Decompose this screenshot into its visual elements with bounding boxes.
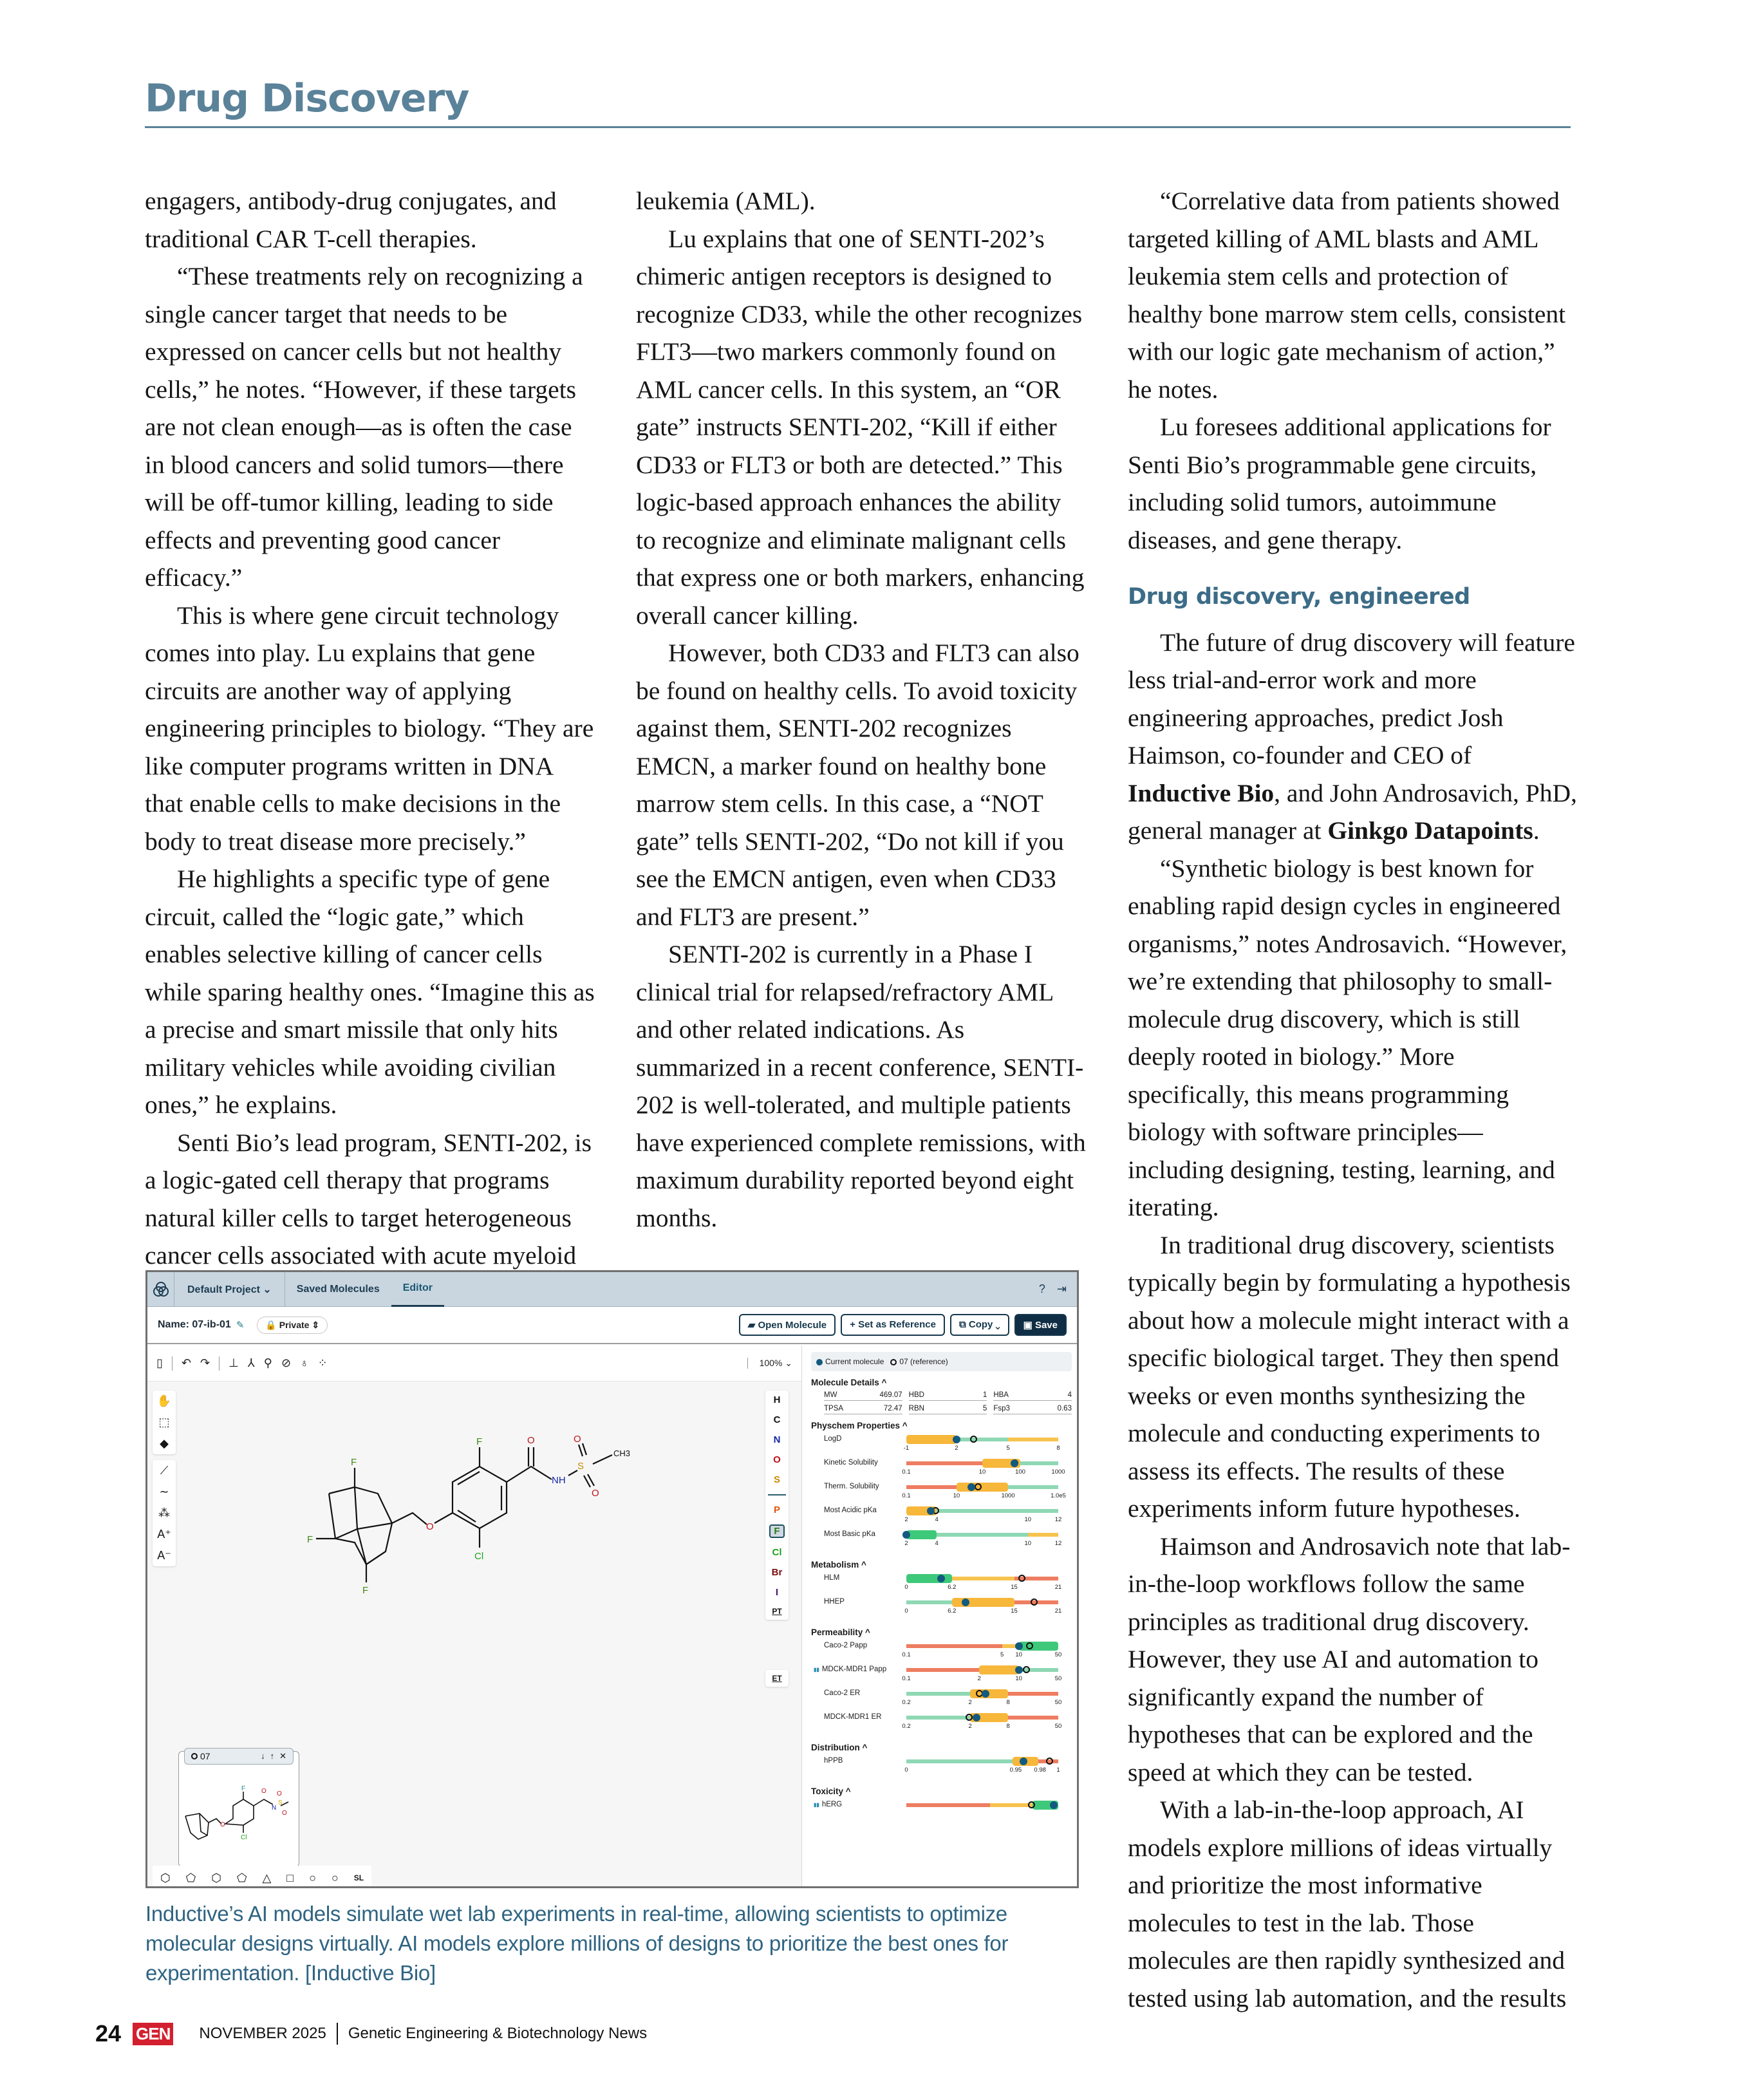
property-range-slider: -1 2 5 8 [906, 1434, 1058, 1454]
bond-icon[interactable]: ⟋ [160, 1464, 169, 1477]
palette-divider [768, 1494, 786, 1495]
section-title: Drug Discovery [145, 76, 469, 121]
current-marker [927, 1507, 935, 1515]
property-row: hPPB 0 0.95 0.98 1 [811, 1756, 1072, 1780]
move-up-icon[interactable]: ↑ [270, 1751, 275, 1761]
property-range-slider [906, 1800, 1058, 1819]
property-row: ▮▮ MDCK-MDR1 Papp 0.1 2 10 50 [811, 1665, 1072, 1689]
page-footer [95, 2020, 647, 2047]
paragraph: The future of drug discovery will feature less trial-and-error work and more engineering approaches, predict Josh Haimson, co-founder and CEO of Inductive Bio, and John Androsavich, PhD, general manager at Ginkgo Datapoints. [1128, 628, 1577, 845]
current-molecule-dot-icon [816, 1359, 823, 1365]
svg-text:N: N [272, 1805, 277, 1812]
current-marker [1020, 1758, 1027, 1765]
current-marker [1050, 1801, 1058, 1809]
svg-text:O: O [282, 1810, 287, 1817]
close-icon[interactable]: ✕ [279, 1751, 286, 1761]
property-row: Kinetic Solubility 0.1 10 100 1000 [811, 1458, 1072, 1482]
property-range-slider: 0 0.95 0.98 1 [906, 1756, 1058, 1776]
paragraph: In traditional drug discovery, scientists typically begin by formulating a hypothesis about how a molecule might interact with a specific biological target. They then spend weeks or even months synthesizing the molecule and conducting experiments to assess its effects. The results of these experiments inform future hypotheses. [1128, 1230, 1571, 1523]
stereo-icon[interactable]: ⁘ [317, 1356, 328, 1369]
copy-button[interactable]: ⧉ Copy ⌄ [950, 1314, 1009, 1336]
rgroup-icon[interactable]: ⁂ [158, 1506, 170, 1519]
atom-label-cl: Cl [474, 1551, 484, 1562]
atom-button-i[interactable]: I [775, 1587, 779, 1598]
paragraph: “Synthetic biology is best known for enabling rapid design cycles in engineered organisms,” notes Androsavich. “However, we’re extending that philosophy to small-molecule drug discovery, which is still deeply rooted in biology.” More specifically, this means programming biology with software principles—including designing, testing, learning, and iterating. [1128, 854, 1567, 1221]
property-range-slider: 0 6.2 15 21 [906, 1597, 1058, 1617]
atom-button-f[interactable]: F [769, 1524, 784, 1538]
reference-ring-icon [191, 1753, 198, 1759]
property-range-slider: 2 4 10 12 [906, 1530, 1058, 1549]
reference-marker [1046, 1758, 1053, 1765]
company-inductive-bio: Inductive Bio [1128, 778, 1275, 807]
property-row: ▮▮ hERG [811, 1800, 1072, 1824]
property-range-slider: 2 4 10 12 [906, 1506, 1058, 1525]
group-toggle-permeability[interactable]: Permeability ^ [811, 1627, 870, 1637]
benzene-template-icon[interactable]: ⬡ [160, 1871, 171, 1884]
move-down-icon[interactable]: ↓ [261, 1751, 265, 1761]
svg-text:S: S [278, 1799, 283, 1806]
svg-text:O: O [220, 1821, 225, 1828]
app-logo-icon[interactable] [147, 1272, 174, 1307]
current-marker [902, 1531, 910, 1539]
detail-mw: MW 469.07 [824, 1391, 902, 1401]
reference-molecule-thumbnail [179, 1765, 299, 1855]
undo-icon[interactable]: ↶ [181, 1356, 191, 1369]
property-row: Most Acidic pKa 2 4 10 12 [811, 1506, 1072, 1530]
article-column-2 [636, 182, 1087, 1237]
check-icon[interactable]: ⊘ [281, 1356, 292, 1369]
reference-marker [966, 1714, 973, 1721]
tab-saved-molecules[interactable]: Saved Molecules [296, 1283, 380, 1295]
atom-label-f: F [351, 1457, 357, 1468]
atom-button-pt[interactable]: PT [772, 1607, 782, 1616]
atom-button-br[interactable]: Br [771, 1567, 783, 1578]
svg-text:F: F [476, 1436, 483, 1447]
detail-hbd: HBD 1 [909, 1391, 987, 1401]
reference-molecule-card[interactable] [178, 1751, 299, 1867]
save-button[interactable]: ▣ Save [1014, 1314, 1067, 1336]
svg-text:O: O [261, 1788, 266, 1795]
paragraph: Haimson and Androsavich note that lab-in-the-loop workflows follow the same principles as traditional drug discovery. However, they use AI and automation to significantly expand the number of hypotheses that can be explored and the speed at which they can be tested. [1128, 1532, 1571, 1786]
atom-label-s: S [577, 1461, 584, 1472]
redo-icon[interactable]: ↷ [200, 1356, 210, 1369]
detail-tpsa: TPSA 72.47 [824, 1405, 902, 1414]
clean-icon[interactable]: ⅄ [247, 1356, 255, 1369]
property-range-slider: 0.2 2 8 50 [906, 1712, 1058, 1732]
properties-panel [801, 1345, 1077, 1888]
property-row: Therm. Solubility 0.1 10 1000 1.0e5 [811, 1482, 1072, 1506]
property-range-slider: 0.1 2 10 50 [906, 1665, 1058, 1684]
atom-button-p[interactable]: P [773, 1505, 780, 1515]
editor-screenshot-figure [145, 1270, 1079, 1888]
chain-icon[interactable]: ∼ [159, 1485, 169, 1498]
atom-button-s[interactable]: S [773, 1474, 780, 1485]
paragraph: However, both CD33 and FLT3 can also be found on healthy cells. To avoid toxicity against them, SENTI-202 recognizes EMCN, a marker found on healthy bone marrow stem cells. In this case, a “NOT gate” tells SENTI-202, “Do not kill if you see the EMCN antigen, even when CD33 and FLT3 are present.” [636, 639, 1079, 931]
left-toolbar-draw [153, 1460, 176, 1566]
marker-legend: Current molecule 07 (reference) [811, 1352, 1072, 1371]
svg-text:O: O [277, 1790, 282, 1797]
cyclopentane-template-icon[interactable]: ⬠ [236, 1871, 247, 1884]
current-marker [1015, 1642, 1023, 1650]
current-marker [1015, 1666, 1023, 1674]
property-range-slider: 0 6.2 15 21 [906, 1573, 1058, 1593]
paragraph: leukemia (AML). [636, 187, 816, 215]
property-row: LogD -1 2 5 8 [811, 1434, 1072, 1458]
subheading: Drug discovery, engineered [1128, 584, 1470, 610]
atom-palette [765, 1391, 789, 1620]
cyclooctane-template-icon[interactable]: ○ [331, 1871, 339, 1884]
paragraph: This is where gene circuit technology comes into play. Lu explains that gene circuits are another way of applying engineering principles to biology. “They are like computer programs written in DNA that enable cells to make decisions in the body to treat disease more precisely.” [145, 601, 594, 856]
group-toggle-metabolism[interactable]: Metabolism ^ [811, 1560, 866, 1570]
svg-text:O: O [574, 1434, 581, 1445]
current-marker [1011, 1459, 1018, 1467]
group-toggle-physchem[interactable]: Physchem Properties ^ [811, 1421, 908, 1430]
ring-templates-toolbar [153, 1866, 371, 1888]
eraser-icon[interactable]: ◆ [160, 1437, 169, 1450]
reference-ring-icon [890, 1359, 897, 1365]
tab-editor[interactable]: Editor [391, 1272, 444, 1307]
publication-name: Genetic Engineering & Biotechnology News [348, 2025, 648, 2042]
group-toggle-distribution[interactable]: Distribution ^ [811, 1743, 868, 1752]
property-range-slider: 0.1 10 100 1000 [906, 1458, 1058, 1477]
aromatize-icon[interactable]: ⚲ [263, 1356, 272, 1369]
group-toggle-toxicity[interactable]: Toxicity ^ [811, 1786, 851, 1796]
detail-fsp3: Fsp3 0.63 [993, 1405, 1072, 1414]
reference-marker [970, 1436, 977, 1443]
gen-logo: GEN [133, 2023, 173, 2045]
property-row: Caco-2 ER 0.2 2 8 50 [811, 1689, 1072, 1712]
molecule-name-bar [147, 1307, 1077, 1344]
bar-chart-icon[interactable]: ▮▮ [814, 1667, 819, 1673]
charge-plus-icon[interactable]: A⁺ [157, 1528, 171, 1541]
paragraph: “These treatments rely on recognizing a single cancer target that needs to be expressed on cancer cells but not healthy cells,” he notes. “However, if these targets are not clean enough—as is often the case in blood cancers and solid tumors—there will be off-tumor killing, leading to side effects and preventing good cancer efficacy.” [145, 262, 583, 592]
open-molecule-button[interactable]: ▰ Open Molecule [739, 1314, 836, 1336]
paragraph: Lu foresees additional applications for Senti Bio’s programmable gene circuits, including solid tumors, autoimmune diseases, and gene therapy. [1128, 413, 1551, 554]
help-icon[interactable]: ? [1038, 1282, 1045, 1295]
app-topbar [147, 1272, 1077, 1307]
left-toolbar-select [153, 1391, 176, 1454]
atom-label-o: O [426, 1521, 434, 1532]
atom-button-o[interactable]: O [773, 1454, 781, 1465]
current-marker [982, 1690, 989, 1698]
detail-rbn: RBN 5 [909, 1405, 987, 1414]
property-row: HHEP 0 6.2 15 21 [811, 1597, 1072, 1621]
current-marker [962, 1598, 969, 1606]
charge-minus-icon[interactable]: A⁻ [157, 1549, 171, 1562]
reference-marker [1028, 1801, 1035, 1808]
section-rule [145, 126, 1571, 128]
cyclopropane-template-icon[interactable]: △ [262, 1871, 272, 1884]
svg-text:F: F [362, 1585, 369, 1596]
molecule-details-grid [811, 1391, 1072, 1414]
logout-icon[interactable]: ⇥ [1056, 1282, 1067, 1295]
cyclobutane-template-icon[interactable]: □ [286, 1871, 294, 1884]
hand-icon[interactable]: ✋ [156, 1394, 172, 1407]
structure-library-icon[interactable]: SL [353, 1873, 364, 1882]
extended-table-palette [765, 1670, 789, 1687]
company-ginkgo-datapoints: Ginkgo Datapoints [1327, 816, 1533, 845]
bar-chart-icon[interactable]: ▮▮ [814, 1802, 819, 1808]
property-row: MDCK-MDR1 ER 0.2 2 8 50 [811, 1712, 1072, 1736]
molecule-editor-canvas[interactable] [147, 1345, 801, 1888]
svg-text:O: O [527, 1435, 535, 1446]
current-marker [973, 1714, 980, 1721]
paragraph: With a lab-in-the-loop approach, AI models explore millions of ideas virtually and prioritize the most informative molecules to test in the lab. Those molecules are then rapidly synthesized and tested using lab automation, and the results [1128, 1795, 1567, 2012]
atom-button-c[interactable]: C [773, 1414, 781, 1425]
atom-button-h[interactable]: H [773, 1394, 781, 1405]
zoom-select[interactable]: 100% ⌄ [747, 1358, 792, 1369]
property-row: Caco-2 Papp 0.1 5 10 50 [811, 1641, 1072, 1665]
set-as-reference-button[interactable]: + Set as Reference [841, 1314, 945, 1336]
property-row: HLM 0 6.2 15 21 [811, 1573, 1072, 1597]
edit-name-icon[interactable]: ✎ [236, 1320, 245, 1331]
property-range-slider: 0.1 10 1000 1.0e5 [906, 1482, 1058, 1501]
detail-hba: HBA 4 [993, 1391, 1072, 1401]
reference-marker [1018, 1575, 1025, 1582]
paragraph: Lu explains that one of SENTI-202’s chimeric antigen receptors is designed to recognize CD33, while the other recognizes FLT3—two markers commonly found on AML cancer cells. In this system, an “OR gate” instructs SENTI-202, “Kill if either CD33 or FLT3 or both are detected.” This logic-based approach enhances the ability to recognize and eliminate malignant cells that express one or both markers, enhancing overall cancer killing. [636, 224, 1085, 630]
reference-marker [1023, 1666, 1030, 1673]
paragraph: “Correlative data from patients showed targeted killing of AML blasts and AML leukemia stem cells and protection of healthy bone marrow stem cells, consistent with our logic gate mechanism of action,” he notes. [1128, 187, 1566, 404]
molecule-details-toggle[interactable]: Molecule Details ^ [811, 1378, 887, 1387]
property-row: Most Basic pKa 2 4 10 12 [811, 1530, 1072, 1553]
paragraph: engagers, antibody-drug conjugates, and traditional CAR T-cell therapies. [145, 187, 557, 253]
svg-text:F: F [307, 1534, 313, 1545]
reference-marker [975, 1483, 982, 1490]
svg-text:F: F [241, 1785, 246, 1792]
extended-table-button[interactable]: ET [772, 1674, 782, 1683]
cyclopentadiene-template-icon[interactable]: ⬠ [185, 1871, 196, 1884]
document-icon[interactable]: ▯ [156, 1356, 163, 1369]
article-column-3 [1128, 182, 1578, 2017]
layout-icon[interactable]: ⊥ [229, 1356, 239, 1369]
molecule-structure[interactable] [295, 1416, 695, 1609]
page-number: 24 [95, 2020, 122, 2047]
atom-label-nh: NH [552, 1475, 566, 1486]
editor-toolbar [147, 1345, 801, 1382]
paragraph: Senti Bio’s lead program, SENTI-202, is a logic-gated cell therapy that programs natural killer cells to target heterogeneous cancer cells associated with acute myeloid [145, 1128, 592, 1270]
project-dropdown[interactable]: Default Project ⌄ [174, 1272, 285, 1307]
svg-text:Cl: Cl [241, 1834, 247, 1841]
reference-marker [1031, 1598, 1038, 1606]
cycloheptane-template-icon[interactable]: ○ [309, 1871, 316, 1884]
figure-caption: Inductive’s AI models simulate wet lab experiments in real-time, allowing scientists to optimize molecular designs virtually. AI models explore millions of designs to prioritize the best ones for experimentation. [Inductive Bio] [145, 1902, 1009, 1985]
article-column-1 [145, 182, 595, 1275]
property-range-slider: 0.2 2 8 50 [906, 1689, 1058, 1708]
current-marker [953, 1436, 960, 1443]
cyclohexane-template-icon[interactable]: ⬡ [211, 1871, 221, 1884]
reference-label: 07 [200, 1751, 210, 1761]
paragraph: He highlights a specific type of gene circuit, called the “logic gate,” which enables selective killing of cancer cells while sparing healthy ones. “Imagine this as a precise and smart missile that only hits military vehicles while avoiding civilian ones,” he explains. [145, 865, 595, 1119]
paragraph: SENTI-202 is currently in a Phase I clinical trial for relapsed/refractory AML and other related indications. As summarized in a recent conference, SENTI-202 is well-tolerated, and multiple patients have experienced complete remissions, with maximum durability reported beyond eight months. [636, 940, 1086, 1232]
select-icon[interactable]: ⬚ [158, 1416, 170, 1429]
atom-button-cl[interactable]: Cl [772, 1547, 782, 1558]
atom-button-n[interactable]: N [773, 1434, 781, 1445]
svg-text:O: O [592, 1488, 599, 1499]
flask-icon[interactable]: ♁ [300, 1356, 309, 1369]
visibility-select[interactable]: 🔒 Private ⇕ [257, 1317, 328, 1334]
atom-label-ch3: CH3 [613, 1448, 631, 1458]
property-range-slider: 0.1 5 10 50 [906, 1641, 1058, 1660]
issue-date: NOVEMBER 2025 [199, 2025, 326, 2042]
molecule-name: Name: 07-ib-01 [158, 1319, 231, 1330]
